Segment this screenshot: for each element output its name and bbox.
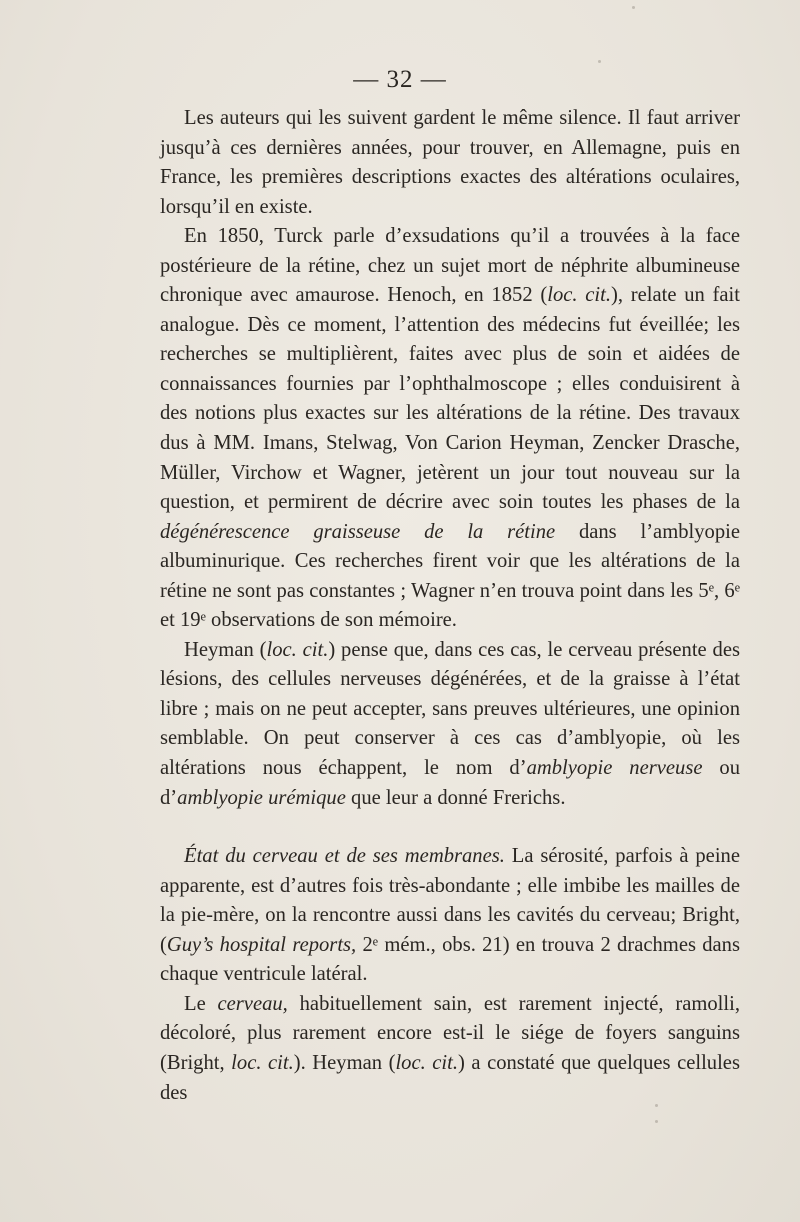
paper-speck bbox=[655, 1120, 658, 1123]
text-run: Heyman ( bbox=[184, 638, 267, 661]
text-run: Les auteurs qui les suivent gardent le même silence. Il faut arriver jusqu’à ces dernières années, pour trouver, en Allemagne, puis en France, les premières descriptions exactes des altérations oculaires, lorsqu’il en existe. bbox=[160, 107, 740, 218]
italic-text-run: dégénérescence graisseuse de la rétine bbox=[160, 520, 556, 543]
text-run: 2ᵉ mém., obs. 21) en trouva 2 drachmes dans chaque ventricule latéral. bbox=[160, 933, 740, 986]
italic-text-run: amblyopie nerveuse bbox=[526, 757, 703, 780]
text-run: En 1850, Turck parle d’exsudations qu’il a trouvées à la face postérieure de la rétine, chez un sujet mort de néphrite albumineuse chronique avec amaurose. Henoch, en 1852 ( bbox=[160, 225, 740, 307]
text-run: ou d’ bbox=[160, 757, 741, 809]
text-run: habituellement sain, est rarement injecté, ramolli, décoloré, plus rarement encore est-il le siége de foyers sanguins (Bright, bbox=[160, 992, 740, 1074]
italic-text-run: loc. cit. bbox=[395, 1051, 459, 1074]
italic-text-run: cerveau, bbox=[217, 992, 288, 1015]
paragraph bbox=[160, 222, 740, 636]
paper-speck bbox=[598, 60, 601, 63]
text-run: ) pense que, dans ces cas, le cerveau présente des lésions, des cellules nerveuses dégénérées, et de la graisse à l’état libre ; mais on ne peut accepter, sans preuves ultérieures, une opinion semblable. On peut conserver à ces cas d’amblyopie, où les altérations nous échappent, le nom d’ bbox=[160, 638, 740, 780]
text-run: ) a constaté que quelques cellules des bbox=[160, 1051, 740, 1104]
text-run: La sérosité, parfois à peine apparente, est d’autres fois très-abondante ; elle imbibe les mailles de la pie-mère, on la rencontre aussi dans les cavités du cerveau; Bright, ( bbox=[160, 845, 740, 956]
section-paragraph bbox=[160, 842, 740, 990]
text-run: ), relate un fait analogue. Dès ce moment, l’attention des médecins fut éveillée; les recherches se multiplièrent, faites avec plus de soin et aidées de connaissances fournies par l’ophthalmoscope ; elles conduisirent à des notions plus exactes sur les altérations de la rétine. Des travaux dus à MM. Imans, Stelwag, Von Carion Heyman, Zencker Drasche, Müller, Virchow et Wagner, jetèrent un jour tout nouveau sur la question, et permirent de décrire avec soin toutes les phases de la bbox=[160, 284, 740, 514]
paragraph bbox=[160, 990, 740, 1108]
body-text bbox=[160, 104, 740, 1108]
italic-text-run: loc. cit. bbox=[266, 638, 329, 661]
paragraph bbox=[160, 104, 740, 222]
italic-text-run: loc. cit. bbox=[547, 284, 611, 307]
italic-text-run: État du cerveau et de ses membranes. bbox=[184, 845, 505, 868]
paragraph bbox=[160, 636, 740, 813]
paper-speck bbox=[632, 6, 635, 9]
text-run: que leur a donné Frerichs. bbox=[345, 786, 566, 809]
italic-text-run: Guy’s hospital reports, bbox=[166, 933, 357, 956]
italic-text-run: loc. cit. bbox=[231, 1051, 294, 1074]
text-run: Le bbox=[184, 992, 218, 1015]
text-run: dans l’amblyopie albuminurique. Ces recherches firent voir que les altérations de la rétine ne sont pas constantes ; Wagner n’en trouva point dans les 5ᵉ, 6ᵉ et 19ᵉ observations de son mémoire. bbox=[160, 520, 740, 632]
italic-text-run: amblyopie urémique bbox=[177, 786, 346, 809]
paper-speck bbox=[655, 1104, 658, 1107]
page-number: — 32 — bbox=[353, 66, 447, 93]
text-run: ). Heyman ( bbox=[293, 1051, 396, 1074]
